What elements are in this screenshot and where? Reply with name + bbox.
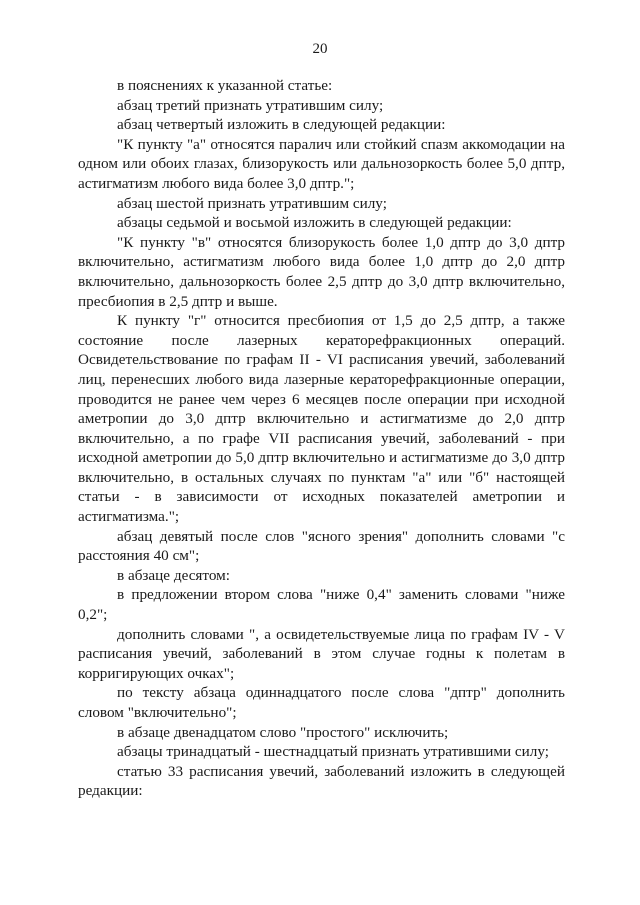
quoted-paragraph: К пункту "г" относится пресбиопия от 1,5 до 2,5 дптр, а также состояние после лазерных кераторефракционных операций. Освидетельствование по графам II - VI расписания увечий, заболеваний лиц, перенесших любого вида лазерные кераторефракционные операции, проводится не ранее чем через 6 месяцев после операции при исходной аметропии до 3,0 дптр включительно и астигматизме до 2,0 дптр включительно, а по графе VII расписания увечий, заболеваний - при исходной аметропии до 5,0 дптр включительно и астигматизме до 3,0 дптр включительно, в остальных случаях по пунктам "а" или "б" настоящей статьи - в зависимости от исходных показателей аметропии и астигматизма."; [78,312,565,526]
page-number: 20 [312,41,328,57]
paragraph: абзацы тринадцатый - шестнадцатый признать утратившими силу; [117,743,549,761]
quoted-paragraph: "К пункту "в" относятся близорукость более 1,0 дптр до 3,0 дптр включительно, астигматизм любого вида более 1,0 дптр до 2,0 дптр включительно, дальнозоркость более 2,5 дптр до 3,0 дптр включительно, пресбиопия в 2,5 дптр и выше. [78,233,565,310]
quoted-paragraph: "К пункту "а" относятся паралич или стойкий спазм аккомодации на одном или обоих глазах, близорукость или дальнозоркость более 5,0 дптр, астигматизм любого вида более 3,0 дптр."; [78,135,565,192]
paragraph: абзац девятый после слов "ясного зрения" дополнить словами "с расстояния 40 см"; [78,527,565,565]
paragraph: дополнить словами ", а освидетельствуемые лица по графам IV - V расписания увечий, заболеваний в этом случае годны к полетам в корригирующих очках"; [78,625,565,682]
paragraph: в пояснениях к указанной статье: [117,77,333,94]
paragraph: абзац шестой признать утратившим силу; [117,194,387,212]
document-body [78,76,565,801]
paragraph: абзацы седьмой и восьмой изложить в следующей редакции: [117,214,512,232]
paragraph: абзац третий признать утратившим силу; [117,96,384,114]
paragraph: в предложении втором слова "ниже 0,4" заменить словами "ниже 0,2"; [78,586,565,624]
paragraph: в абзаце двенадцатом слово "простого" исключить; [117,723,449,741]
paragraph: абзац четвертый изложить в следующей редакции: [117,116,446,134]
paragraph: в абзаце десятом: [117,566,230,584]
paragraph: по тексту абзаца одиннадцатого после слова "дптр" дополнить словом "включительно"; [78,684,565,721]
paragraph: статью 33 расписания увечий, заболеваний изложить в следующей редакции: [78,762,565,800]
